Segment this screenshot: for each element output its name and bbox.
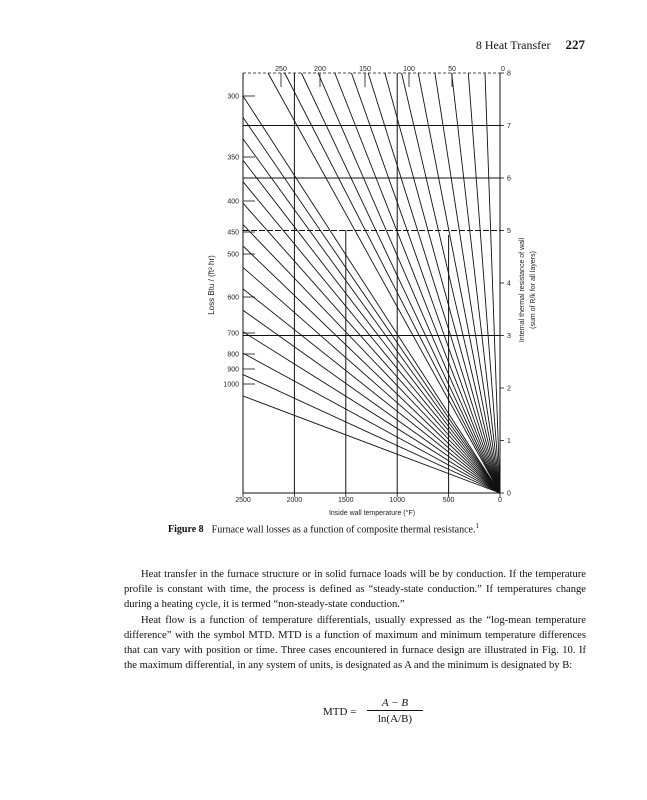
bottom-tick-label-500: 500	[442, 497, 455, 504]
bottom-tick-label-2000: 2000	[286, 497, 303, 504]
caption-footnote-ref: 1	[475, 522, 479, 530]
fan-lines	[243, 73, 500, 493]
top-tick-label-250: 250	[275, 66, 287, 73]
left-axis-ticks	[223, 94, 255, 389]
right-tick-label-7: 7	[507, 123, 511, 130]
bottom-tick-label-1500: 1500	[338, 497, 354, 504]
left-tick-label-450: 450	[227, 229, 239, 237]
formula-denominator: ln(A/B)	[377, 713, 413, 725]
fan-line-top-3	[301, 73, 500, 493]
top-tick-label-150: 150	[359, 66, 371, 73]
paragraph-2: Heat flow is a function of temperature differentials, usually expressed as the “log-mean temperature difference” with the symbol MTD. MTD is a function of maximum and minimum temperature differences that can vary with position or time. Three cases encountered in furnace design are illustrated in Fig. 10. If the maximum differential, in any system of units, is designated as A and the minimum is designated by B:	[124, 614, 586, 672]
top-tick-label-50: 50	[448, 66, 456, 73]
fan-line-top-6	[351, 73, 500, 493]
left-tick-label-300: 300	[227, 93, 239, 101]
right-tick-label-0: 0	[507, 490, 511, 498]
right-tick-label-5: 5	[507, 228, 511, 235]
y-axis-label: Loss Btu / (ft² hr)	[207, 255, 216, 315]
top-tick-label-0: 0	[501, 66, 505, 73]
bottom-tick-label-1000: 1000	[389, 497, 405, 504]
left-tick-label-900: 900	[227, 366, 239, 374]
fan-line-left-9	[243, 267, 500, 493]
top-tick-label-100: 100	[403, 66, 415, 73]
left-tick-label-400: 400	[227, 198, 239, 206]
bottom-axis-ticks	[235, 493, 502, 504]
bottom-tick-label-2500: 2500	[235, 497, 251, 504]
left-tick-label-500: 500	[227, 251, 239, 259]
formula-fraction	[367, 697, 423, 725]
right-tick-label-4: 4	[507, 280, 511, 288]
left-tick-label-800: 800	[227, 351, 239, 359]
top-tick-label-200: 200	[314, 66, 326, 73]
right-axis-ticks	[500, 71, 511, 498]
figure-caption	[0, 522, 647, 535]
page-number: 227	[565, 37, 585, 52]
right-tick-label-1: 1	[507, 438, 511, 445]
fan-line-top-8	[385, 73, 500, 493]
fan-line-left-7	[243, 225, 500, 493]
right-axis-sublabel: (sum of R/k for all layers)	[530, 251, 537, 329]
figure-label: Figure 8	[168, 524, 204, 536]
figure-caption-text: Furnace wall losses as a function of composite thermal resistance.	[211, 524, 476, 536]
bottom-tick-label-0: 0	[498, 497, 502, 504]
formula-lhs: MTD =	[323, 706, 357, 718]
right-tick-label-3: 3	[507, 333, 511, 340]
right-tick-label-8: 8	[507, 70, 511, 78]
left-tick-label-600: 600	[227, 294, 239, 302]
x-axis-label: Inside wall temperature (°F)	[328, 510, 416, 517]
left-tick-label-1000: 1000	[223, 381, 239, 389]
right-tick-label-2: 2	[507, 385, 511, 393]
right-axis-label: Internal thermal resistance of wall	[519, 237, 526, 343]
left-tick-label-700: 700	[227, 330, 239, 338]
formula-numerator: A − B	[367, 697, 423, 711]
fan-line-left-3	[243, 139, 500, 493]
fan-line-left-10	[243, 289, 500, 493]
fan-line-top-5	[335, 73, 500, 493]
body-text	[124, 567, 586, 673]
section-title: 8 Heat Transfer	[475, 38, 551, 52]
top-axis-ticks	[275, 66, 505, 87]
left-tick-label-350: 350	[227, 154, 239, 162]
right-tick-label-6: 6	[507, 175, 511, 183]
fan-line-left-2	[243, 117, 500, 493]
paragraph-1: Heat transfer in the furnace structure or in solid furnace loads will be by conduction. If the temperature profile is constant with time, the process is defined as “steady-state conduction.” If temperatures change during a heating cycle, it is termed “non-steady-state conduction.”	[124, 569, 586, 611]
